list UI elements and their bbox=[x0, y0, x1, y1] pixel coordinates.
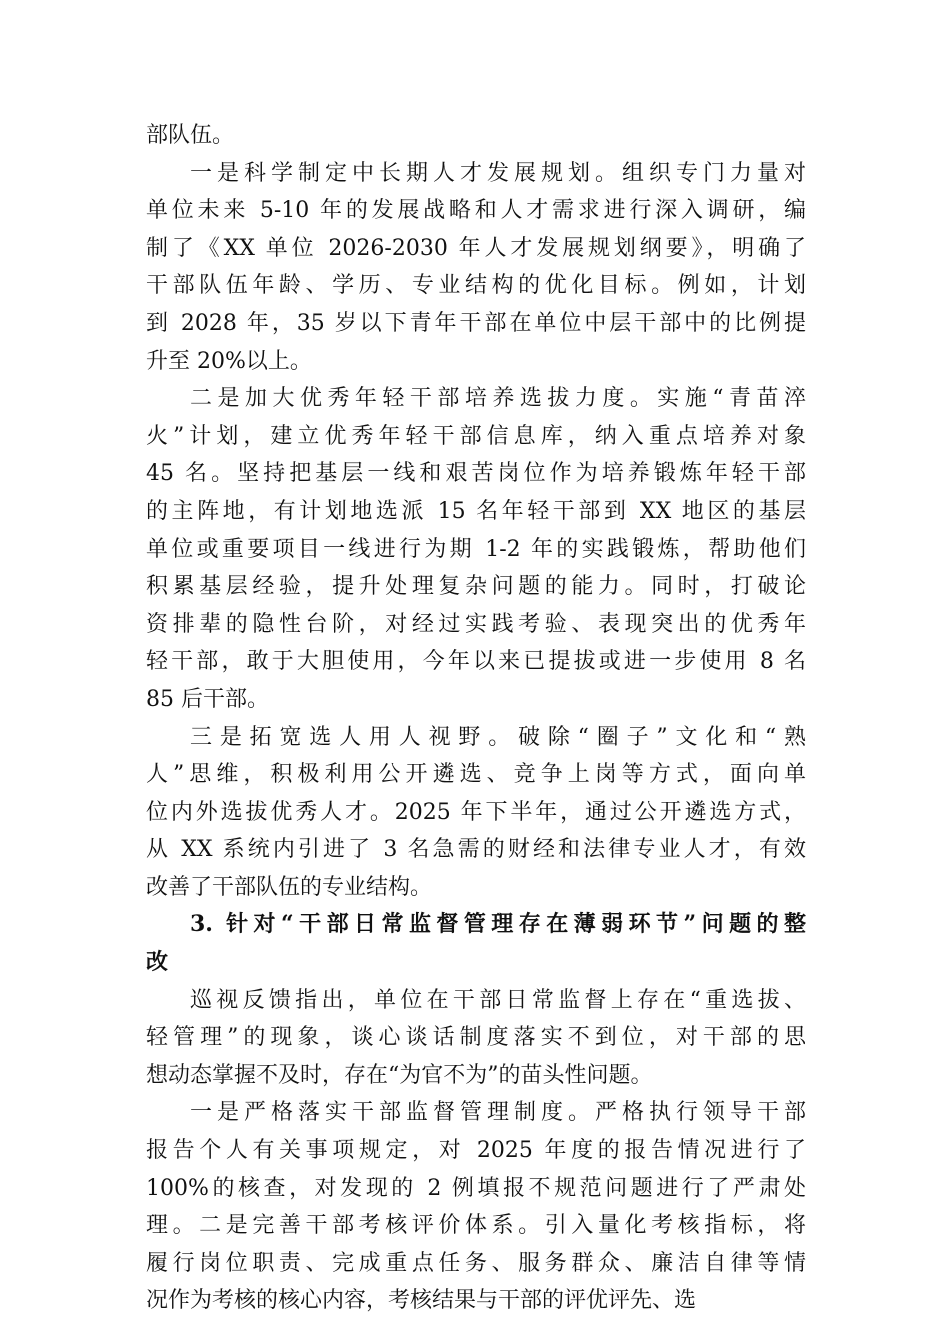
document-body bbox=[146, 117, 806, 1320]
paragraph bbox=[146, 1094, 806, 1320]
text-line: 到 2028 年，35 岁以下青年干部在单位中层干部中的比例提 bbox=[146, 310, 806, 336]
text-line: 想动态掌握不及时，存在“为官不为”的苗头性问题。 bbox=[146, 1062, 653, 1088]
text-line: 火”计划，建立优秀年轻干部信息库，纳入重点培养对象 bbox=[146, 423, 806, 449]
text-line: 一是科学制定中长期人才发展规划。组织专门力量对 bbox=[190, 160, 806, 186]
text-line: 报告个人有关事项规定，对 2025 年度的报告情况进行了 bbox=[146, 1138, 806, 1164]
text-line: 100%的核查，对发现的 2 例填报不规范问题进行了严肃处 bbox=[146, 1175, 806, 1201]
text-line: 单位或重要项目一线进行为期 1-2 年的实践锻炼，帮助他们 bbox=[146, 536, 806, 562]
heading-line: 3. 针对“干部日常监督管理存在薄弱环节”问题的整 bbox=[190, 911, 806, 938]
text-line: 轻干部，敢于大胆使用，今年以来已提拔或进一步使用 8 名 bbox=[146, 649, 806, 675]
text-line: 资排辈的隐性台阶，对经过实践考验、表现突出的优秀年 bbox=[146, 611, 806, 637]
text-line: 改善了干部队伍的专业结构。 bbox=[146, 874, 433, 900]
paragraph bbox=[146, 117, 806, 155]
text-line: 况作为考核的核心内容，考核结果与干部的评优评先、选 bbox=[146, 1288, 697, 1314]
text-line: 人”思维，积极利用公开遴选、竞争上岗等方式，面向单 bbox=[146, 762, 806, 788]
text-line: 制了《XX 单位 2026-2030 年人才发展规划纲要》，明确了 bbox=[146, 235, 806, 261]
text-line: 的主阵地，有计划地选派 15 名年轻干部到 XX 地区的基层 bbox=[146, 498, 806, 524]
text-line: 部队伍。 bbox=[146, 123, 235, 148]
text-line: 理。二是完善干部考核评价体系。引入量化考核指标，将 bbox=[146, 1213, 806, 1239]
text-line: 二是加大优秀年轻干部培养选拔力度。实施“青苗淬 bbox=[190, 386, 806, 412]
paragraph bbox=[146, 982, 806, 1095]
text-line: 位内外选拔优秀人才。2025 年下半年，通过公开遴选方式， bbox=[146, 799, 806, 825]
text-line: 单位未来 5-10 年的发展战略和人才需求进行深入调研，编 bbox=[146, 198, 806, 224]
heading-line: 改 bbox=[146, 949, 169, 976]
text-line: 积累基层经验，提升处理复杂问题的能力。同时，打破论 bbox=[146, 574, 806, 600]
text-line: 干部队伍年龄、学历、专业结构的优化目标。例如，计划 bbox=[146, 273, 806, 299]
text-line: 从 XX 系统内引进了 3 名急需的财经和法律专业人才，有效 bbox=[146, 837, 806, 863]
text-line: 一是严格落实干部监督管理制度。严格执行领导干部 bbox=[190, 1100, 806, 1126]
text-line: 85 后干部。 bbox=[146, 686, 269, 712]
paragraph bbox=[146, 155, 806, 381]
text-line: 升至 20%以上。 bbox=[146, 348, 312, 374]
paragraph bbox=[146, 380, 806, 718]
text-line: 履行岗位职责、完成重点任务、服务群众、廉洁自律等情 bbox=[146, 1250, 806, 1276]
text-line: 45 名。坚持把基层一线和艰苦岗位作为培养锻炼年轻干部 bbox=[146, 461, 806, 487]
paragraph bbox=[146, 719, 806, 907]
section-heading bbox=[146, 906, 806, 981]
text-line: 轻管理”的现象，谈心谈话制度落实不到位，对干部的思 bbox=[146, 1025, 806, 1051]
text-line: 巡视反馈指出，单位在干部日常监督上存在“重选拔、 bbox=[190, 987, 806, 1013]
text-line: 三是拓宽选人用人视野。破除“圈子”文化和“熟 bbox=[190, 724, 806, 750]
